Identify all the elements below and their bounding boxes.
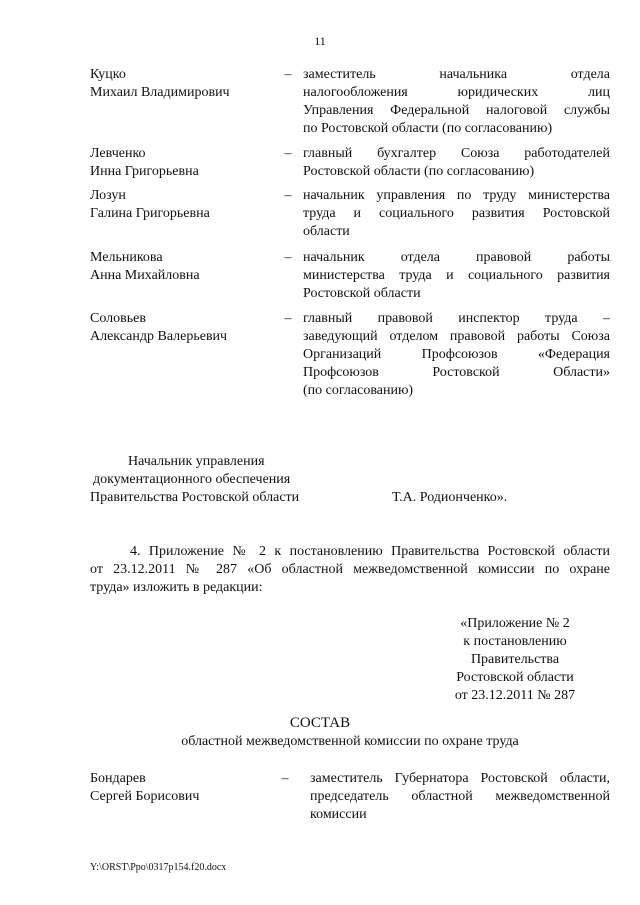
role-line: начальник отдела правовой работы — [303, 250, 610, 265]
member-name: Лозун Галина Григорьевна — [90, 188, 210, 221]
member-name: Куцко Михаил Владимирович — [90, 67, 230, 100]
role-line: комиссии — [310, 807, 367, 822]
role-line: по Ростовской области (по согласованию) — [303, 121, 553, 136]
role-line: заместитель начальника отдела — [303, 67, 610, 82]
appendix-line: к постановлению — [463, 634, 567, 649]
signature-title-line: документационного обеспечения — [93, 472, 291, 487]
member-dash: – — [284, 67, 292, 82]
signature-org: Правительства Ростовской области — [90, 490, 300, 505]
role-line: главный бухгалтер Союза работодателей — [303, 146, 610, 161]
appendix-line: «Приложение № 2 — [460, 616, 570, 631]
role-line: заведующий отделом правовой работы Союза — [303, 329, 610, 344]
member-role — [303, 249, 610, 303]
signature-title-line: Начальник управления — [128, 454, 265, 469]
amendment-paragraph — [90, 543, 610, 597]
member-name: Бондарев Сергей Борисович — [90, 771, 200, 804]
paragraph-line: 4. Приложение № 2 к постановлению Правительства Ростовской области — [130, 544, 610, 559]
role-line: Организаций Профсоюзов «Федерация — [303, 347, 610, 362]
role-line: Управления Федеральной налоговой службы — [303, 103, 610, 118]
role-line: Ростовской области (по согласованию) — [303, 164, 535, 179]
appendix-line: Правительства — [470, 652, 560, 667]
member-name: Мельникова Анна Михайловна — [90, 250, 200, 283]
member-dash: – — [284, 311, 292, 326]
file-path-footer: Y:\ORST\Ppo\0317p154.f20.docx — [90, 862, 227, 873]
member-dash: – — [284, 146, 292, 161]
appendix-line: от 23.12.2011 № 287 — [454, 688, 576, 703]
section-subtitle: областной межведомственной комиссии по охране труда — [181, 734, 519, 749]
role-line: Профсоюзов Ростовской Области» — [303, 365, 610, 380]
role-line: председатель областной межведомственной — [310, 789, 610, 804]
appendix-heading — [440, 615, 590, 705]
member-role — [303, 145, 610, 181]
signature-block — [90, 453, 610, 507]
page-number: 11 — [314, 34, 326, 48]
role-line: заместитель Губернатора Ростовской области, — [310, 771, 610, 786]
paragraph-line: труда» изложить в редакции: — [90, 580, 263, 595]
member-name: Левченко Инна Григорьевна — [90, 146, 199, 179]
appendix-line: Ростовской области — [456, 670, 574, 685]
role-line: области — [303, 224, 350, 239]
role-line: начальник управления по труду министерства — [303, 188, 610, 203]
role-line: главный правовой инспектор труда – — [303, 311, 610, 326]
signature-title-line — [90, 489, 610, 507]
member-dash: – — [284, 188, 292, 203]
signatory-name: Т.А. Родионченко». — [392, 490, 508, 505]
member-role — [310, 770, 610, 824]
section-title: СОСТАВ — [289, 715, 351, 731]
member-dash: – — [281, 771, 289, 786]
paragraph-line: от 23.12.2011 № 287 «Об областной межведомственной комиссии по охране — [90, 562, 610, 577]
member-name: Соловьев Александр Валерьевич — [90, 311, 228, 344]
role-line: труда и социального развития Ростовской — [303, 206, 610, 221]
role-line: министерства труда и социального развития — [303, 268, 610, 283]
role-line: Ростовской области — [303, 286, 421, 301]
role-line: (по согласованию) — [303, 383, 414, 398]
member-dash: – — [284, 250, 292, 265]
member-role — [303, 310, 610, 400]
role-line: налогообложения юридических лиц — [303, 85, 610, 100]
member-role — [303, 66, 610, 138]
member-role — [303, 187, 610, 241]
